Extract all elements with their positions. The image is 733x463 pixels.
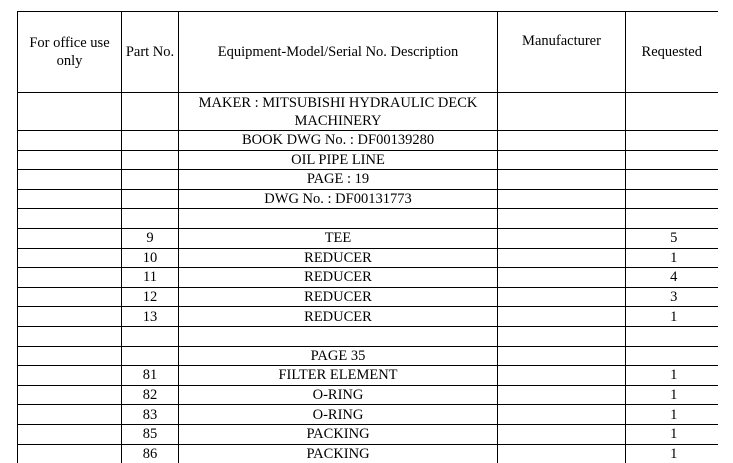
- cell-part-no: [122, 150, 179, 170]
- cell-description: MAKER : MITSUBISHI HYDRAULIC DECK MACHINERY: [179, 93, 498, 131]
- cell-requested: 5: [626, 228, 718, 248]
- cell-part-no: [122, 346, 179, 366]
- table-row: [18, 385, 718, 405]
- table-row: [18, 307, 718, 327]
- header-description: Equipment-Model/Serial No. Description: [179, 12, 498, 93]
- cell-description: OIL PIPE LINE: [179, 150, 498, 170]
- cell-manufacturer: [498, 424, 626, 444]
- cell-part-no: [122, 209, 179, 229]
- table-row: [18, 150, 718, 170]
- cell-office-use: [18, 287, 122, 307]
- cell-part-no: [122, 131, 179, 151]
- cell-part-no: [122, 326, 179, 346]
- cell-office-use: [18, 307, 122, 327]
- cell-manufacturer: [498, 209, 626, 229]
- cell-office-use: [18, 248, 122, 268]
- cell-requested: 1: [626, 424, 718, 444]
- cell-part-no: 11: [122, 268, 179, 288]
- cell-manufacturer: [498, 268, 626, 288]
- header-row: [18, 12, 718, 93]
- cell-requested: 1: [626, 366, 718, 386]
- table-row: [18, 170, 718, 190]
- table-row: [18, 405, 718, 425]
- table-row: [18, 424, 718, 444]
- table-row: [18, 228, 718, 248]
- parts-table: [17, 11, 718, 463]
- cell-part-no: 13: [122, 307, 179, 327]
- table-row: [18, 93, 718, 131]
- cell-office-use: [18, 170, 122, 190]
- table-row: [18, 209, 718, 229]
- table-row: [18, 444, 718, 463]
- cell-description: DWG No. : DF00131773: [179, 189, 498, 209]
- cell-part-no: [122, 189, 179, 209]
- cell-manufacturer: [498, 228, 626, 248]
- cell-manufacturer: [498, 307, 626, 327]
- cell-requested: [626, 131, 718, 151]
- table-row: [18, 326, 718, 346]
- header-part-no: Part No.: [122, 12, 179, 93]
- cell-office-use: [18, 209, 122, 229]
- header-office-use: For office use only: [18, 12, 122, 93]
- cell-description: BOOK DWG No. : DF00139280: [179, 131, 498, 151]
- cell-manufacturer: [498, 170, 626, 190]
- cell-manufacturer: [498, 366, 626, 386]
- cell-manufacturer: [498, 93, 626, 131]
- cell-manufacturer: [498, 326, 626, 346]
- table-row: [18, 131, 718, 151]
- cell-manufacturer: [498, 248, 626, 268]
- cell-manufacturer: [498, 385, 626, 405]
- table-body: [18, 93, 718, 463]
- cell-requested: 1: [626, 385, 718, 405]
- cell-part-no: 81: [122, 366, 179, 386]
- cell-requested: [626, 93, 718, 131]
- cell-manufacturer: [498, 150, 626, 170]
- table-row: [18, 248, 718, 268]
- header-manufacturer: Manufacturer: [498, 12, 626, 93]
- table-row: [18, 366, 718, 386]
- cell-office-use: [18, 326, 122, 346]
- cell-description: REDUCER: [179, 287, 498, 307]
- cell-description: [179, 209, 498, 229]
- cell-part-no: 83: [122, 405, 179, 425]
- cell-requested: [626, 209, 718, 229]
- cell-manufacturer: [498, 131, 626, 151]
- cell-manufacturer: [498, 287, 626, 307]
- cell-office-use: [18, 268, 122, 288]
- cell-requested: [626, 346, 718, 366]
- cell-office-use: [18, 444, 122, 463]
- cell-requested: 1: [626, 444, 718, 463]
- cell-office-use: [18, 424, 122, 444]
- table-row: [18, 346, 718, 366]
- cell-description: FILTER ELEMENT: [179, 366, 498, 386]
- cell-office-use: [18, 405, 122, 425]
- cell-requested: 1: [626, 248, 718, 268]
- table-row: [18, 268, 718, 288]
- cell-office-use: [18, 366, 122, 386]
- cell-part-no: 85: [122, 424, 179, 444]
- cell-manufacturer: [498, 189, 626, 209]
- cell-requested: [626, 189, 718, 209]
- cell-office-use: [18, 385, 122, 405]
- cell-requested: [626, 326, 718, 346]
- cell-part-no: 82: [122, 385, 179, 405]
- cell-description: PAGE 35: [179, 346, 498, 366]
- cell-description: [179, 326, 498, 346]
- cell-part-no: 9: [122, 228, 179, 248]
- cell-manufacturer: [498, 444, 626, 463]
- cell-requested: 4: [626, 268, 718, 288]
- cell-description: PAGE : 19: [179, 170, 498, 190]
- cell-office-use: [18, 346, 122, 366]
- cell-manufacturer: [498, 405, 626, 425]
- cell-part-no: [122, 170, 179, 190]
- table-row: [18, 287, 718, 307]
- cell-requested: 1: [626, 405, 718, 425]
- cell-description: TEE: [179, 228, 498, 248]
- cell-requested: [626, 170, 718, 190]
- cell-part-no: [122, 93, 179, 131]
- cell-office-use: [18, 93, 122, 131]
- cell-part-no: 86: [122, 444, 179, 463]
- cell-requested: 1: [626, 307, 718, 327]
- parts-request-sheet: [17, 11, 717, 463]
- header-requested: Requested: [626, 12, 718, 93]
- cell-manufacturer: [498, 346, 626, 366]
- cell-office-use: [18, 150, 122, 170]
- table-row: [18, 189, 718, 209]
- cell-office-use: [18, 131, 122, 151]
- cell-description: PACKING: [179, 444, 498, 463]
- cell-office-use: [18, 189, 122, 209]
- cell-part-no: 12: [122, 287, 179, 307]
- cell-description: REDUCER: [179, 268, 498, 288]
- cell-description: O-RING: [179, 405, 498, 425]
- cell-description: REDUCER: [179, 307, 498, 327]
- cell-description: O-RING: [179, 385, 498, 405]
- cell-office-use: [18, 228, 122, 248]
- cell-part-no: 10: [122, 248, 179, 268]
- cell-description: REDUCER: [179, 248, 498, 268]
- cell-requested: [626, 150, 718, 170]
- cell-requested: 3: [626, 287, 718, 307]
- cell-description: PACKING: [179, 424, 498, 444]
